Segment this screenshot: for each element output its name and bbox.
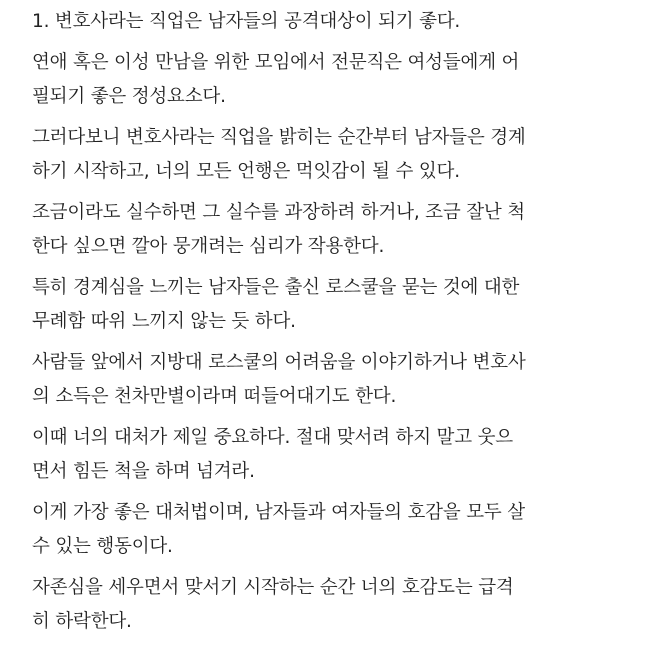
paragraph-1 bbox=[32, 5, 638, 40]
paragraph-7 bbox=[32, 421, 638, 490]
paragraph-3 bbox=[32, 121, 638, 190]
paragraph-5 bbox=[32, 271, 638, 340]
paragraph-line: 하기 시작하고, 너의 모든 언행은 먹잇감이 될 수 있다. bbox=[32, 161, 460, 182]
paragraph-line: 조금이라도 실수하면 그 실수를 과장하려 하거나, 조금 잘난 척 bbox=[32, 201, 525, 223]
paragraph-line: 수 있는 행동이다. bbox=[32, 536, 173, 557]
paragraph-4 bbox=[32, 196, 638, 265]
paragraph-8 bbox=[32, 496, 638, 565]
paragraph-line: 자존심을 세우면서 맞서기 시작하는 순간 너의 호감도는 급격 bbox=[32, 576, 514, 598]
paragraph-line: 그러다보니 변호사라는 직업을 밝히는 순간부터 남자들은 경계 bbox=[32, 126, 526, 148]
paragraph-line: 이게 가장 좋은 대처법이며, 남자들과 여자들의 호감을 모두 살 bbox=[32, 501, 525, 523]
paragraph-line: 사람들 앞에서 지방대 로스쿨의 어려움을 이야기하거나 변호사 bbox=[32, 351, 526, 373]
paragraph-line: 이때 너의 대처가 제일 중요하다. 절대 맞서려 하지 말고 웃으 bbox=[32, 426, 513, 448]
paragraph-line: 1. 변호사라는 직업은 남자들의 공격대상이 되기 좋다. bbox=[32, 11, 461, 32]
paragraph-line: 의 소득은 천차만별이라며 떠들어대기도 한다. bbox=[32, 386, 397, 407]
paragraph-line: 무례함 따위 느끼지 않는 듯 하다. bbox=[32, 311, 296, 332]
paragraph-line: 히 하락한다. bbox=[32, 611, 132, 632]
paragraph-2 bbox=[32, 46, 638, 115]
paragraph-line: 한다 싶으면 깔아 뭉개려는 심리가 작용한다. bbox=[32, 236, 385, 257]
paragraph-line: 특히 경계심을 느끼는 남자들은 출신 로스쿨을 묻는 것에 대한 bbox=[32, 276, 520, 298]
paragraph-9 bbox=[32, 571, 638, 640]
paragraph-line: 면서 힘든 척을 하며 넘겨라. bbox=[32, 461, 255, 482]
paragraph-6 bbox=[32, 346, 638, 415]
paragraph-line: 연애 혹은 이성 만남을 위한 모임에서 전문직은 여성들에게 어 bbox=[32, 51, 520, 73]
paragraph-line: 필되기 좋은 정성요소다. bbox=[32, 86, 226, 107]
